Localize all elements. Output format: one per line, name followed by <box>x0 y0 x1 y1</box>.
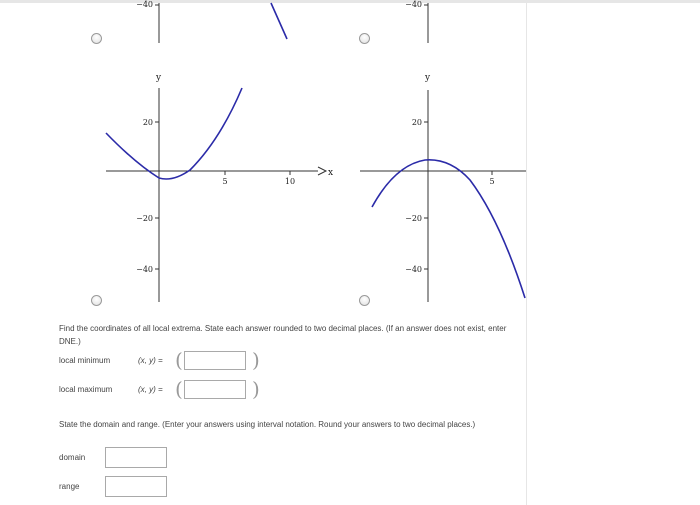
graph-curve <box>271 3 287 39</box>
radio-graph-d[interactable] <box>359 295 370 306</box>
local-min-label: local minimum <box>59 356 111 365</box>
graph-option-b <box>405 0 428 43</box>
extrema-prompt: Find the coordinates of all local extrema. State each answer rounded to two decimal places. (If an answer does not exist, enter DNE.) <box>59 324 507 346</box>
domain-range-prompt: State the domain and range. (Enter your answers using interval notation. Round your answers to two decimal places.) <box>59 420 476 429</box>
graph-curve <box>372 160 525 298</box>
radio-graph-a[interactable] <box>91 33 102 44</box>
range-input[interactable] <box>105 476 167 497</box>
local-min-xy-label: (x, y) = <box>138 356 163 365</box>
y-tick-label: −40 <box>405 265 422 274</box>
x-tick-label: 5 <box>222 177 228 186</box>
x-axis-arrow <box>318 167 326 175</box>
local-max-input[interactable] <box>184 380 246 399</box>
y-tick-label: −40 <box>405 0 422 9</box>
local-max-xy-label: (x, y) = <box>138 385 163 394</box>
graph-option-d <box>360 73 526 302</box>
close-paren: ) <box>252 348 260 372</box>
y-tick-label: −40 <box>136 265 153 274</box>
y-axis-label: y <box>425 73 431 83</box>
y-tick-label: −40 <box>136 0 153 9</box>
range-label: range <box>59 482 80 491</box>
y-tick-label: −20 <box>136 214 153 223</box>
radio-graph-c[interactable] <box>91 295 102 306</box>
x-tick-label: 10 <box>284 177 296 186</box>
domain-input[interactable] <box>105 447 167 468</box>
y-tick-label: −20 <box>405 214 422 223</box>
local-min-input[interactable] <box>184 351 246 370</box>
y-tick-label: 20 <box>411 118 422 127</box>
graph-option-c <box>106 73 333 302</box>
domain-label: domain <box>59 453 86 462</box>
x-tick-label: 5 <box>489 177 495 186</box>
open-paren: ( <box>175 348 183 372</box>
y-axis-label: y <box>156 73 162 83</box>
open-paren: ( <box>175 377 183 401</box>
x-axis-label: x <box>328 168 334 178</box>
local-max-label: local maximum <box>59 385 113 394</box>
graph-curve <box>106 88 242 179</box>
graph-option-a <box>136 0 287 43</box>
close-paren: ) <box>252 377 260 401</box>
radio-graph-b[interactable] <box>359 33 370 44</box>
y-tick-label: 20 <box>142 118 153 127</box>
